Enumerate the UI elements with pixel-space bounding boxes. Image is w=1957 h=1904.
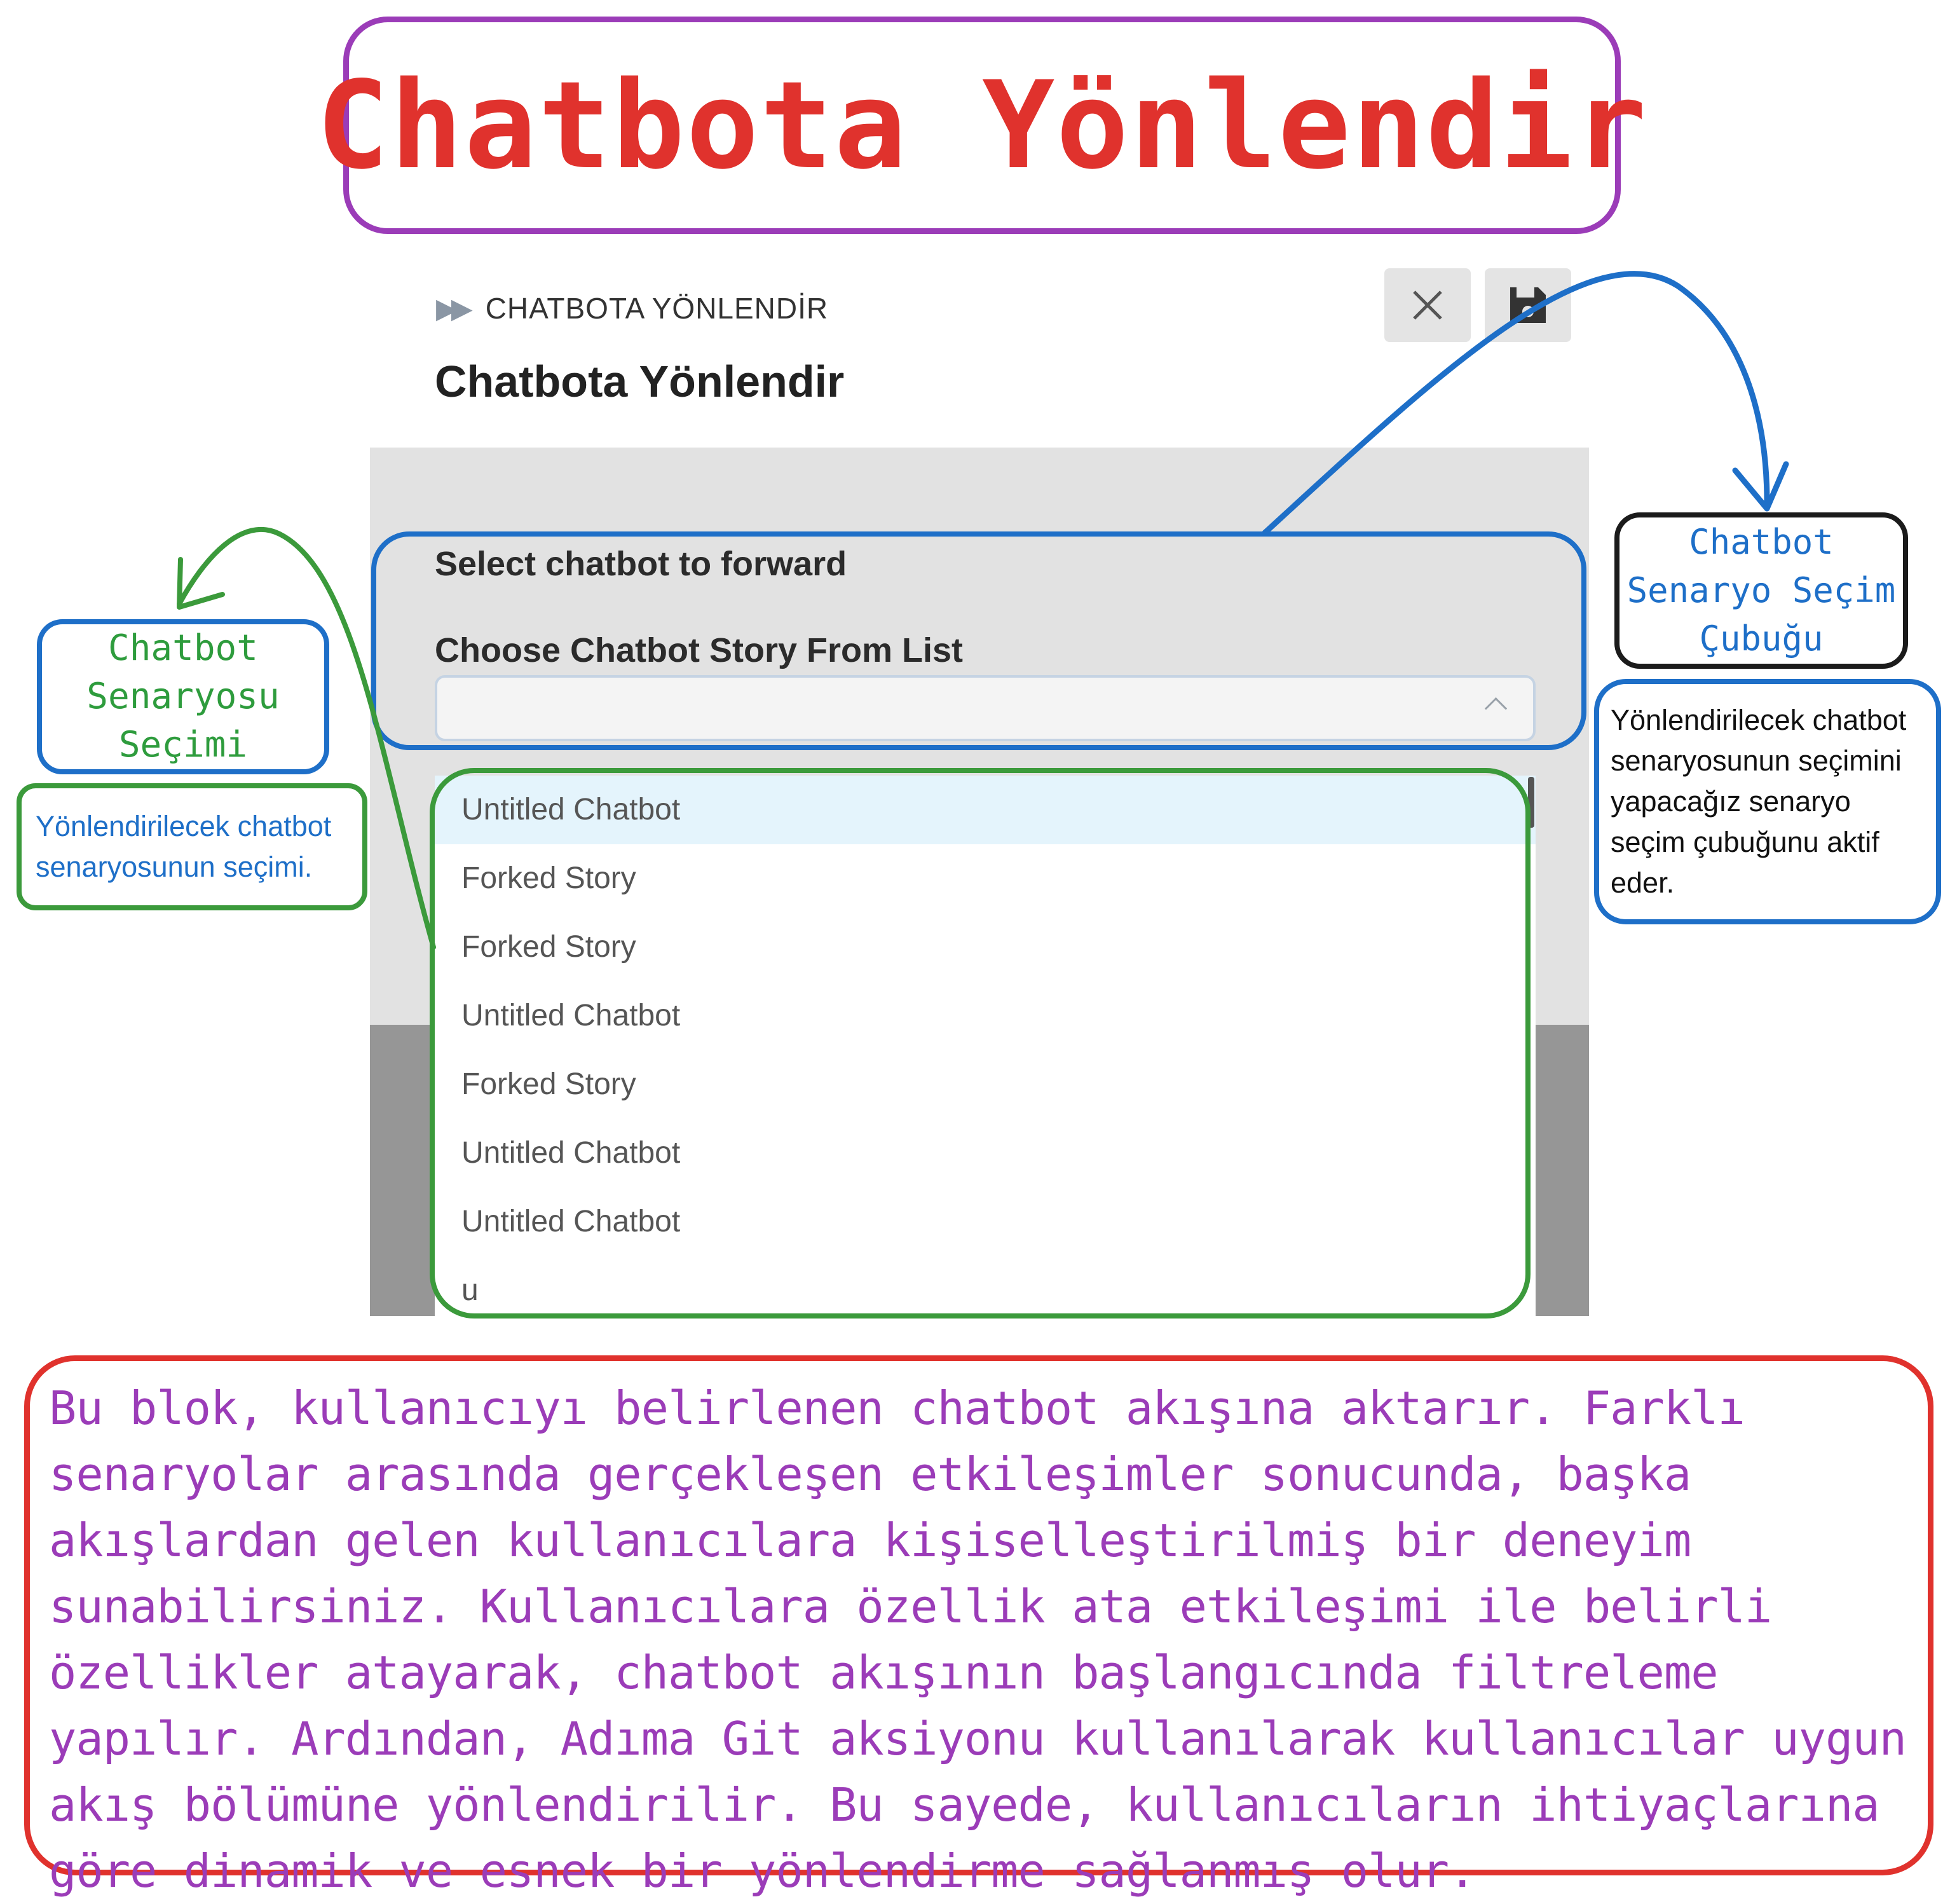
dropdown-option[interactable]: Forked Story [461, 930, 636, 964]
select-chatbot-heading: Select chatbot to forward [435, 545, 847, 583]
left-callout-title: Chatbot Senaryosu Seçimi [86, 627, 280, 765]
left-callout-desc: Yönlendirilecek chatbot senaryosunun seçimi. [36, 810, 332, 883]
description-text: Bu blok, kullanıcıyı belirlenen chatbot akışına aktarır. Farklı senaryolar arasında gerçekleşen etkileşimler sonucunda, başka akışlardan gelen kullanıcılara kişiselleştirilmiş bir deneyim sunabilirsiniz. Kullanıcılara özellik ata etkileşimi ile belirli özellikler atayarak, chatbot akışının başlangıcında filtreleme yapılır. Ardından, Adıma Git aksiyonu kullanılarak kullanıcılar uygun akış bölümüne yönlendirilir. Bu sayede, kullanıcıların ihtiyaçlarına göre dinamik ve esnek bir yönlendirme sağlanmış olur. [49, 1381, 1906, 1898]
double-chevron-right-icon: ▶▶ [436, 292, 467, 324]
dropdown-option[interactable]: Untitled Chatbot [435, 776, 1536, 844]
dropdown-option[interactable]: Untitled Chatbot [461, 999, 681, 1032]
right-callout-desc: Yönlendirilecek chatbot senaryosunun seçimini yapacağız senaryo seçim çubuğunu aktif eder. [1611, 704, 1907, 899]
dropdown-option[interactable]: Untitled Chatbot [461, 1205, 681, 1238]
dropdown-option[interactable]: Forked Story [461, 1067, 636, 1101]
page-title: Chatbota Yönlendir [435, 357, 845, 406]
right-callout-title: Chatbot Senaryo Seçim Çubuğu [1626, 522, 1896, 659]
dropdown-option[interactable]: Untitled Chatbot [461, 1136, 681, 1170]
breadcrumb-label: CHATBOTA YÖNLENDİR [485, 292, 829, 325]
choose-story-label: Choose Chatbot Story From List [435, 631, 964, 669]
blue-arrowhead [1735, 464, 1786, 509]
blue-arrow [1265, 274, 1767, 533]
dropdown-option[interactable]: Forked Story [461, 861, 636, 895]
green-arrow [179, 530, 433, 947]
description-box [24, 1355, 1933, 1898]
dropdown-option[interactable]: u [461, 1273, 479, 1307]
banner-title: Chatbota Yönlendir [316, 55, 1648, 196]
